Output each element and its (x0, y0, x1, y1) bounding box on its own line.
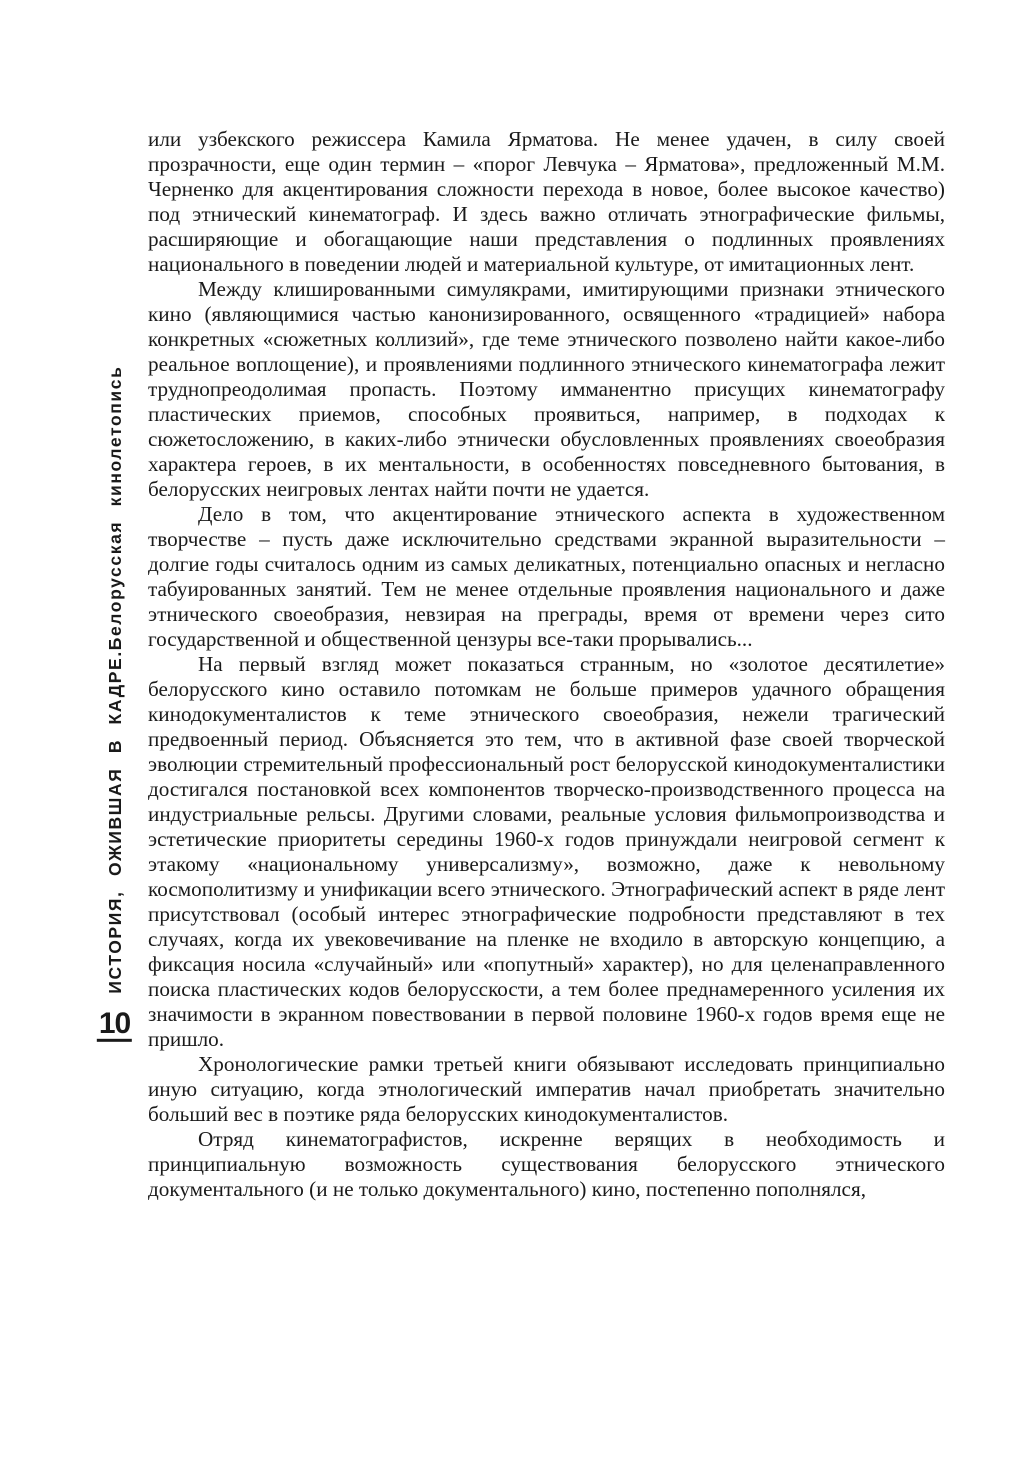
paragraph: На первый взгляд может показаться странным, но «золотое десятилетие» белорусского кино оставило потомкам не больше примеров удачного обращения кинодокументалистов к теме этнического своеобразия, нежели трагический предвоенный период. Объясняется это тем, что в активной фазе своей творческой эволюции стремительный профессиональный рост белорусской кинодокументалистики достигался постановкой всех компонентов творческо-производственного процесса на индустриальные рельсы. Другими словами, реальные условия фильмопроизводства и эстетические приоритеты середины 1960-х годов принуждали неигровой сегмент к этакому «национальному универсализму», возможно, даже к невольному космополитизму и унификации всего этнического. Этнографический аспект в ряде лент присутствовал (особый интерес этнографические подробности представляют в тех случаях, когда их увековечивание на пленке не входило в авторскую концепцию, а фиксация носила «случайный» или «попутный» характер), но для целенаправленного поиска пластических кодов белорусскости, а тем более преднамеренного усиления их значимости в экранном повествовании в первой половине 1960-х годов время еще не пришло. (148, 652, 945, 1051)
body-text (148, 127, 945, 1202)
running-head-subtitle: Белорусская кинолетопись (104, 365, 125, 651)
side-running-head (98, 366, 131, 1043)
running-head-title: ИСТОРИЯ, ОЖИВШАЯ В КАДРЕ. (104, 650, 125, 994)
paragraph: Хронологические рамки третьей книги обязывают исследовать принципиально иную ситуацию, когда этнологический императив начал приобретать значительно больший вес в поэтике ряда белорусских кинодокументалистов. (148, 1052, 945, 1126)
paragraph: Дело в том, что акцентирование этнического аспекта в художественном творчестве – пусть даже исключительно средствами экранной выразительности – долгие годы считалось одним из самых деликатных, потенциально опасных и негласно табуированных занятий. Тем не менее отдельные проявления национального и даже этнического своеобразия, невзирая на преграды, время от времени через сито государственной и общественной цензуры все-таки прорывались... (148, 502, 945, 651)
paragraph: или узбекского режиссера Камила Ярматова. Не менее удачен, в силу своей прозрачности, еще один термин – «порог Левчука – Ярматова», предложенный М.М. Черненко для акцентирования сложности перехода в новое, более высокое качество) под этнический кинематограф. И здесь важно отличать этнографические фильмы, расширяющие и обогащающие наши представления о подлинных проявлениях национального в поведении людей и материальной культуре, от имитационных лент. (148, 127, 945, 276)
page-number: 10 (98, 1006, 131, 1040)
paragraph: Отряд кинематографистов, искренне верящих в необходимость и принципиальную возможность существования белорусского этнического документального (и не только документального) кино, постепенно пополнялся, (148, 1127, 945, 1201)
paragraph: Между клишированными симулякрами, имитирующими признаки этнического кино (являющимися частью канонизированного, освященного «традицией» набора конкретных «сюжетных коллизий», где теме этнического позволено найти какое-либо реальное воплощение), и проявлениями подлинного этнического кинематографа лежит труднопреодолимая пропасть. Поэтому имманентно присущих кинематографу пластических приемов, способных проявиться, например, в подходах к сюжетосложению, в каких-либо этнически обусловленных проявлениях своеобразия характера героев, в их ментальности, в особенностях повседневного бытования, в белорусских неигровых лентах найти почти не удается. (148, 277, 945, 501)
